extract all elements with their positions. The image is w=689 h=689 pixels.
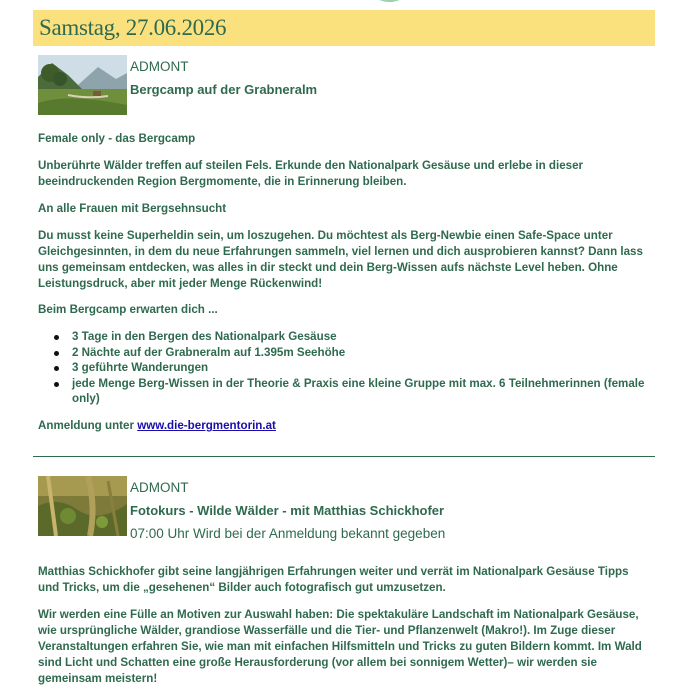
- event-1-paragraph: Unberührte Wälder treffen auf steilen Fels. Erkunde den Nationalpark Gesäuse und erlebe in dieser beeindruckenden Region Bergmomente, die in Erinnerung bleiben.: [38, 159, 584, 188]
- leaf-decoration-icon: [370, 0, 406, 4]
- event-2-paragraph: Matthias Schickhofer gibt seine langjährigen Erfahrungen weiter und verrät im Nationalpark Gesäuse Tipps und Tricks, um die „gesehenen“ Bilder auch fotografisch gut umzusetzen.: [38, 565, 629, 594]
- event-divider: [33, 456, 655, 457]
- registration-link[interactable]: www.die-bergmentorin.at: [137, 419, 276, 432]
- list-item: 2 Nächte auf der Grabneralm auf 1.395m Seehöhe: [38, 345, 650, 361]
- forest-moss-image: [38, 476, 127, 536]
- list-item: jede Menge Berg-Wissen in der Theorie & Praxis eine kleine Gruppe mit max. 6 Teilnehmerinnen (female only): [38, 376, 650, 407]
- event-1-paragraph: Beim Bergcamp erwarten dich ...: [38, 303, 218, 316]
- date-header-text: Samstag, 27.06.2026: [39, 15, 227, 40]
- event-1-title[interactable]: Bergcamp auf der Grabneralm: [130, 82, 318, 97]
- event-2-paragraph: Wir werden eine Fülle an Motiven zur Auswahl haben: Die spektakuläre Landschaft im Nationalpark Gesäuse, wie ursprüngliche Wälder, grandiose Wasserfälle und die Tier- und Pflanzenwelt (Makro!). Im Zuge dieser Veranstaltungen erfahren Sie, wie man mit einfachen Hilfsmitteln und Tricks zu guten Bildern kommt. Im Wald sind Licht und Schatten eine große Herausforderung (vor allem bei sonnigem Wetter)– wir werden sie gemeinsam meistern!: [38, 608, 642, 685]
- registration-label: Anmeldung unter: [38, 419, 134, 432]
- event-1-paragraph: An alle Frauen mit Bergsehnsucht: [38, 202, 227, 215]
- mountain-landscape-image: [38, 55, 127, 115]
- list-item: 3 geführte Wanderungen: [38, 360, 650, 376]
- date-header: [33, 10, 655, 46]
- list-item: 3 Tage in den Bergen des Nationalpark Gesäuse: [38, 329, 650, 345]
- event-2-title[interactable]: Fotokurs - Wilde Wälder - mit Matthias Schickhofer: [130, 503, 445, 518]
- event-1-paragraph: Female only - das Bergcamp: [38, 132, 196, 145]
- event-1-paragraph: Du musst keine Superheldin sein, um loszugehen. Du möchtest als Berg-Newbie einen Safe-Space unter Gleichgesinnten, in dem du neue Erfahrungen sammeln, viel lernen und dich ausprobieren kannst? Dann lass uns gemeinsam entdecken, was alles in dir steckt und dein Berg-Wissen aufs nächste Level heben. Ohne Leistungsdruck, aber mit jeder Menge Rückenwind!: [38, 229, 643, 290]
- event-2-time: 07:00 Uhr Wird bei der Anmeldung bekannt gegeben: [130, 526, 446, 541]
- event-1-location: ADMONT: [130, 59, 189, 74]
- event-1-registration: [38, 418, 650, 434]
- event-1-image[interactable]: [38, 55, 127, 115]
- event-1-feature-list: [38, 329, 650, 407]
- event-2-image[interactable]: [38, 476, 127, 536]
- event-2-location: ADMONT: [130, 480, 189, 495]
